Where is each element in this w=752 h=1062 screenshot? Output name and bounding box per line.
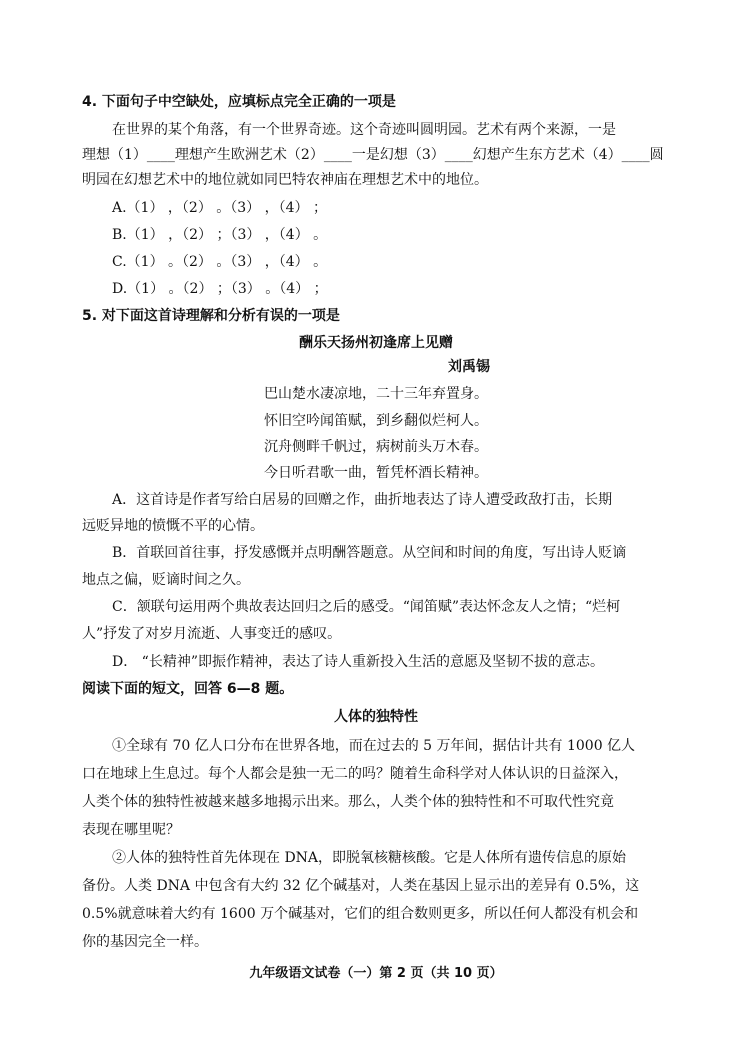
- paragraph-line: 人类个体的独特性被越来越多地揭示出来。那么，人类个体的独特性和不可取代性究竟: [82, 794, 614, 810]
- paragraph-line: 表现在哪里呢？: [82, 822, 180, 838]
- question-4-stem: 4. 下面句子中空缺处，应填标点完全正确的一项是: [82, 94, 396, 110]
- q4-option-d: D.（1） 。（2） ；（3） 。（4） ；: [112, 281, 328, 297]
- paragraph-line: 备份。人类 DNA 中包含有大约 32 亿个碱基对，人类在基因上显示出的差异有 0.5%，这: [82, 878, 640, 894]
- q4-passage-line: 在世界的某个角落，有一个世界奇迹。这个奇迹叫圆明园。艺术有两个来源，一是: [112, 122, 616, 138]
- poem-author: 刘禹锡: [448, 359, 490, 375]
- poem-title: 酬乐天扬州初逢席上见赠: [299, 335, 453, 351]
- paragraph-line: ①全球有 70 亿人口分布在世界各地，而在过去的 5 万年间，据估计共有 1000 亿人: [112, 738, 636, 754]
- q4-passage-line: 理想（1）____理想产生欧洲艺术（2）____一是幻想（3）____幻想产生东方艺术（4）____圆: [82, 147, 664, 163]
- poem-line: 巴山楚水凄凉地，二十三年弃置身。: [264, 386, 488, 402]
- q4-option-b: B.（1） ，（2） ；（3） ，（4） 。: [112, 227, 328, 243]
- q4-passage-line: 明园在幻想艺术中的地位就如同巴特农神庙在理想艺术中的地位。: [82, 172, 488, 188]
- q5-option-b-cont: 地点之偏，贬谪时间之久。: [82, 572, 250, 588]
- paragraph-line: 0.5%就意味着大约有 1600 万个碱基对，它们的组合数则更多，所以任何人都没有机会和: [82, 906, 639, 922]
- q5-option-a: A．这首诗是作者写给白居易的回赠之作，曲折地表达了诗人遭受政敌打击，长期: [112, 492, 613, 508]
- q5-option-c: C．颔联句运用两个典故表达回归之后的感受。“闻笛赋”表达怀念友人之情；“烂柯: [112, 599, 621, 615]
- poem-line: 怀旧空吟闻笛赋，到乡翻似烂柯人。: [264, 413, 488, 429]
- question-5-stem: 5. 对下面这首诗理解和分析有误的一项是: [82, 308, 340, 324]
- reading-title: 人体的独特性: [334, 709, 418, 725]
- q4-option-a: A.（1） ，（2） 。（3） ，（4） ；: [112, 200, 327, 216]
- poem-line: 沉舟侧畔千帆过，病树前头万木春。: [264, 439, 488, 455]
- poem-line: 今日听君歌一曲，暂凭杯酒长精神。: [264, 465, 488, 481]
- q5-option-d: D． “长精神”即振作精神，表达了诗人重新投入生活的意愿及坚韧不拔的意志。: [112, 654, 604, 670]
- paragraph-line: 你的基因完全一样。: [82, 934, 208, 950]
- q5-option-c-cont: 人”抒发了对岁月流逝、人事变迁的感叹。: [82, 626, 342, 642]
- reading-instruction: 阅读下面的短文，回答 6—8 题。: [82, 681, 294, 697]
- paragraph-line: ②人体的独特性首先体现在 DNA，即脱氧核糖核酸。它是人体所有遗传信息的原始: [112, 850, 627, 866]
- q5-option-a-cont: 远贬异地的愤慨不平的心情。: [82, 518, 264, 534]
- page-footer: 九年级语文试卷（一）第 2 页（共 10 页）: [249, 966, 503, 981]
- q5-option-b: B．首联回首往事，抒发感慨并点明酬答题意。从空间和时间的角度，写出诗人贬谪: [112, 545, 627, 561]
- q4-option-c: C.（1） 。（2） 。（3） ，（4） 。: [112, 254, 328, 270]
- paragraph-line: 口在地球上生息过。每个人都会是独一无二的吗？随着生命科学对人体认识的日益深入，: [82, 766, 628, 782]
